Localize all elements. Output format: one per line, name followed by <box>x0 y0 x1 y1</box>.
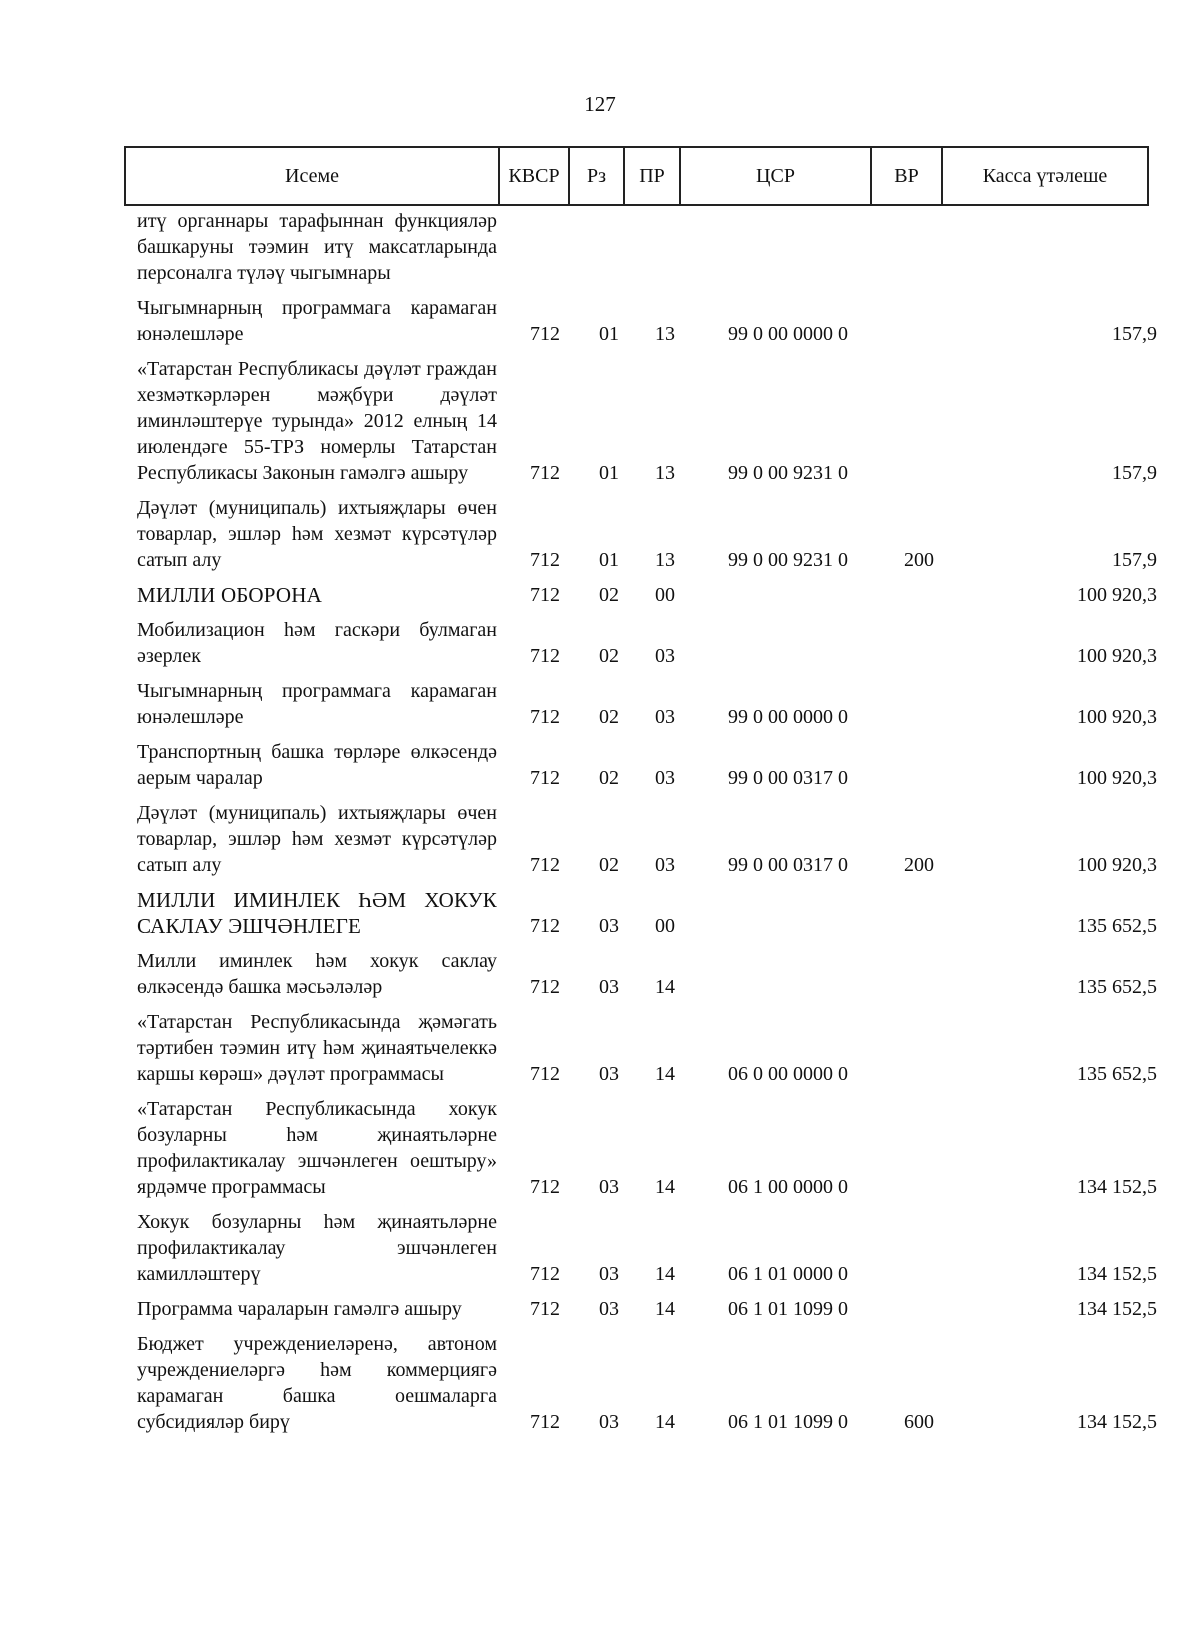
header-kassa: Касса үтәлеше <box>942 147 1148 205</box>
row-rz: 02 <box>599 584 619 606</box>
row-rz: 01 <box>599 462 619 484</box>
row-csr: 06 1 01 0000 0 <box>728 1263 848 1285</box>
row-kvsr: 712 <box>530 854 560 876</box>
table-row <box>0 887 1200 939</box>
table-row <box>0 208 1200 286</box>
row-name: Милли иминлек һәм хокук саклау өлкәсендә башка мәсьәләләр <box>137 950 497 998</box>
row-rz: 02 <box>599 854 619 876</box>
row-kvsr: 712 <box>530 915 560 937</box>
row-csr: 99 0 00 0317 0 <box>728 854 848 876</box>
table-row <box>0 1009 1200 1087</box>
row-name: Бюджет учреждениеләренә, автоном учреждениеләргә һәм коммерциягә карамаган башка оешмаларга субсидияләр бирү <box>137 1333 497 1433</box>
table-row <box>0 295 1200 347</box>
row-name: Программа чараларын гамәлгә ашыру <box>137 1298 462 1320</box>
row-vr: 600 <box>904 1411 934 1433</box>
row-kvsr: 712 <box>530 767 560 789</box>
row-csr: 99 0 00 0000 0 <box>728 706 848 728</box>
row-sum: 134 152,5 <box>1077 1298 1157 1320</box>
row-rz: 02 <box>599 645 619 667</box>
table-row <box>0 495 1200 573</box>
row-name: МИЛЛИ ОБОРОНА <box>137 583 323 607</box>
row-rz: 02 <box>599 767 619 789</box>
row-sum: 100 920,3 <box>1077 706 1157 728</box>
row-pr: 14 <box>655 976 675 998</box>
row-sum: 157,9 <box>1112 323 1157 345</box>
row-kvsr: 712 <box>530 1298 560 1320</box>
row-sum: 157,9 <box>1112 462 1157 484</box>
table-row <box>0 739 1200 791</box>
row-pr: 13 <box>655 549 675 571</box>
row-name: Чыгымнарның программага карамаган юнәлешләре <box>137 680 497 728</box>
row-rz: 03 <box>599 976 619 998</box>
row-csr: 99 0 00 0317 0 <box>728 767 848 789</box>
row-rz: 03 <box>599 1063 619 1085</box>
row-pr: 03 <box>655 767 675 789</box>
table-row <box>0 678 1200 730</box>
row-name: МИЛЛИ ИМИНЛЕК ҺӘМ ХОКУК САКЛАУ ЭШЧӘНЛЕГЕ <box>137 888 497 938</box>
row-csr: 99 0 00 0000 0 <box>728 323 848 345</box>
row-kvsr: 712 <box>530 549 560 571</box>
header-pr: ПР <box>624 147 680 205</box>
row-kvsr: 712 <box>530 976 560 998</box>
row-name: Транспортның башка төрләре өлкәсендә аерым чаралар <box>137 741 497 789</box>
row-sum: 135 652,5 <box>1077 915 1157 937</box>
page-number: 127 <box>584 92 616 116</box>
row-pr: 03 <box>655 854 675 876</box>
table-row <box>0 1296 1200 1322</box>
row-name: «Татарстан Республикасында хокук бозуларны һәм җинаятьләрне профилактикалау эшчәнлеген оештыру» ярдәмче программасы <box>137 1098 497 1198</box>
table-row <box>0 1331 1200 1435</box>
row-name: Хокук бозуларны һәм җинаятьләрне профилактикалау эшчәнлеген камилләштерү <box>137 1211 497 1285</box>
row-kvsr: 712 <box>530 323 560 345</box>
header-csr: ЦСР <box>680 147 871 205</box>
row-sum: 100 920,3 <box>1077 767 1157 789</box>
row-name: Чыгымнарның программага карамаган юнәлешләре <box>137 297 497 345</box>
row-rz: 02 <box>599 706 619 728</box>
row-sum: 100 920,3 <box>1077 584 1157 606</box>
row-name: итү органнары тарафыннан функцияләр башкаруны тәэмин итү максатларында персоналга түләү чыгымнары <box>137 210 497 284</box>
row-pr: 14 <box>655 1263 675 1285</box>
row-sum: 134 152,5 <box>1077 1263 1157 1285</box>
table-row <box>0 356 1200 486</box>
row-sum: 157,9 <box>1112 549 1157 571</box>
table-row <box>0 1096 1200 1200</box>
row-rz: 03 <box>599 1298 619 1320</box>
row-sum: 135 652,5 <box>1077 976 1157 998</box>
row-name: Мобилизацион һәм гаскәри булмаган әзерлек <box>137 619 497 667</box>
row-csr: 99 0 00 9231 0 <box>728 462 848 484</box>
row-kvsr: 712 <box>530 645 560 667</box>
row-sum: 134 152,5 <box>1077 1411 1157 1433</box>
row-vr: 200 <box>904 549 934 571</box>
row-kvsr: 712 <box>530 1063 560 1085</box>
row-rz: 01 <box>599 549 619 571</box>
row-kvsr: 712 <box>530 1176 560 1198</box>
row-kvsr: 712 <box>530 1411 560 1433</box>
header-name: Исеме <box>125 147 499 205</box>
row-kvsr: 712 <box>530 584 560 606</box>
table-row <box>0 800 1200 878</box>
row-pr: 13 <box>655 462 675 484</box>
row-name: «Татарстан Республикасы дәүләт граждан хезмәткәрләрен мәҗбүри дәүләт иминләштерүе турында» 2012 елның 14 июлендәге 55-ТРЗ номерлы Татарстан Республикасы Законын гамәлгә ашыру <box>137 358 497 484</box>
row-rz: 03 <box>599 1176 619 1198</box>
row-kvsr: 712 <box>530 462 560 484</box>
row-csr: 06 0 00 0000 0 <box>728 1063 848 1085</box>
header-vr: ВР <box>871 147 942 205</box>
row-pr: 14 <box>655 1176 675 1198</box>
row-kvsr: 712 <box>530 706 560 728</box>
header-kvsr: КВСР <box>499 147 569 205</box>
row-sum: 100 920,3 <box>1077 854 1157 876</box>
row-pr: 00 <box>655 915 675 937</box>
row-rz: 03 <box>599 1263 619 1285</box>
table-row <box>0 582 1200 608</box>
row-rz: 03 <box>599 915 619 937</box>
table-row <box>0 617 1200 669</box>
row-csr: 06 1 00 0000 0 <box>728 1176 848 1198</box>
row-rz: 03 <box>599 1411 619 1433</box>
header-rz: Рз <box>569 147 624 205</box>
row-name: «Татарстан Республикасында җәмәгать тәртибен тәэмин итү һәм җинаятьчелеккә каршы көрәш» дәүләт программасы <box>137 1011 497 1085</box>
row-pr: 03 <box>655 645 675 667</box>
row-name: Дәүләт (муниципаль) ихтыяҗлары өчен товарлар, эшләр һәм хезмәт күрсәтүләр сатып алу <box>137 497 497 571</box>
table-row <box>0 948 1200 1000</box>
row-sum: 135 652,5 <box>1077 1063 1157 1085</box>
table-header <box>124 146 1149 206</box>
table-row <box>0 1209 1200 1287</box>
row-rz: 01 <box>599 323 619 345</box>
row-csr: 06 1 01 1099 0 <box>728 1298 848 1320</box>
row-pr: 14 <box>655 1298 675 1320</box>
row-pr: 14 <box>655 1063 675 1085</box>
row-pr: 03 <box>655 706 675 728</box>
row-pr: 13 <box>655 323 675 345</box>
row-csr: 99 0 00 9231 0 <box>728 549 848 571</box>
row-name: Дәүләт (муниципаль) ихтыяҗлары өчен товарлар, эшләр һәм хезмәт күрсәтүләр сатып алу <box>137 802 497 876</box>
row-sum: 134 152,5 <box>1077 1176 1157 1198</box>
row-sum: 100 920,3 <box>1077 645 1157 667</box>
row-vr: 200 <box>904 854 934 876</box>
row-pr: 00 <box>655 584 675 606</box>
row-csr: 06 1 01 1099 0 <box>728 1411 848 1433</box>
row-kvsr: 712 <box>530 1263 560 1285</box>
table-body <box>0 208 1200 1444</box>
row-pr: 14 <box>655 1411 675 1433</box>
